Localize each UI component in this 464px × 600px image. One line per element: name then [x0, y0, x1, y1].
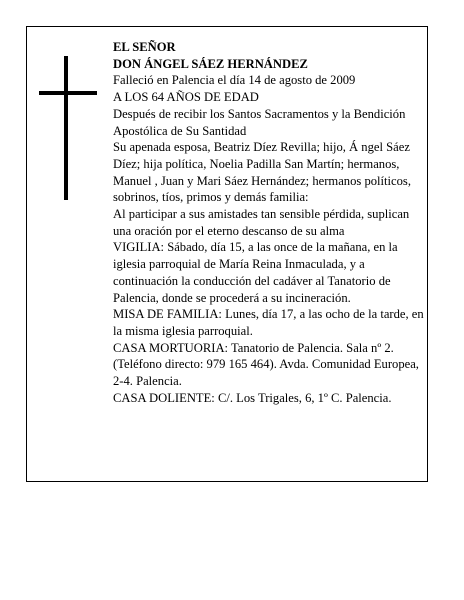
cross-vertical-bar	[64, 56, 68, 200]
mortuary-info: CASA MORTUORIA: Tanatorio de Palencia. Sala nº 2. (Teléfono directo: 979 165 464). Avda. Comunidad Europea, 2-4. Palencia.	[113, 340, 419, 389]
cross-horizontal-bar	[39, 91, 97, 95]
age-statement: A LOS 64 AÑOS DE EDAD	[113, 90, 259, 105]
vigil-info: VIGILIA: Sábado, día 15, a las once de la mañana, en la iglesia parroquial de María Reina Inmaculada, y a continuación la conducción del cadáver al Tanatorio de Palencia, donde se procederá a su incineración.	[113, 240, 398, 305]
prayer-request: Al participar a sus amistades tan sensible pérdida, suplican una oración por el eterno descanso de su alma	[113, 207, 410, 238]
cross-icon	[39, 56, 97, 200]
obituary-text	[113, 39, 425, 406]
deceased-title: EL SEÑOR	[113, 40, 176, 54]
sacraments-statement: Después de recibir los Santos Sacramentos y la Bendición Apostólica de Su Santidad	[113, 106, 406, 138]
death-statement: Falleció en Palencia el día 14 de agosto de 2009	[113, 73, 356, 88]
mourning-home-info: CASA DOLIENTE: C/. Los Trigales, 6, 1º C. Palencia.	[113, 390, 392, 405]
family-mass-info: MISA DE FAMILIA: Lunes, día 17, a las ocho de la tarde, en la misma iglesia parroquial.	[113, 307, 424, 338]
deceased-name: DON ÁNGEL SÁEZ HERNÁNDEZ	[113, 56, 308, 71]
obituary-notice	[26, 26, 428, 482]
family-list: Su apenada esposa, Beatriz Díez Revilla; hijo, Á ngel Sáez Díez; hija política, Noelia Padilla San Martín; hermanos, Manuel , Juan y Mari Sáez Hernández; hermanos políticos, sobrinos, tíos, primos y demás familia:	[113, 140, 411, 205]
